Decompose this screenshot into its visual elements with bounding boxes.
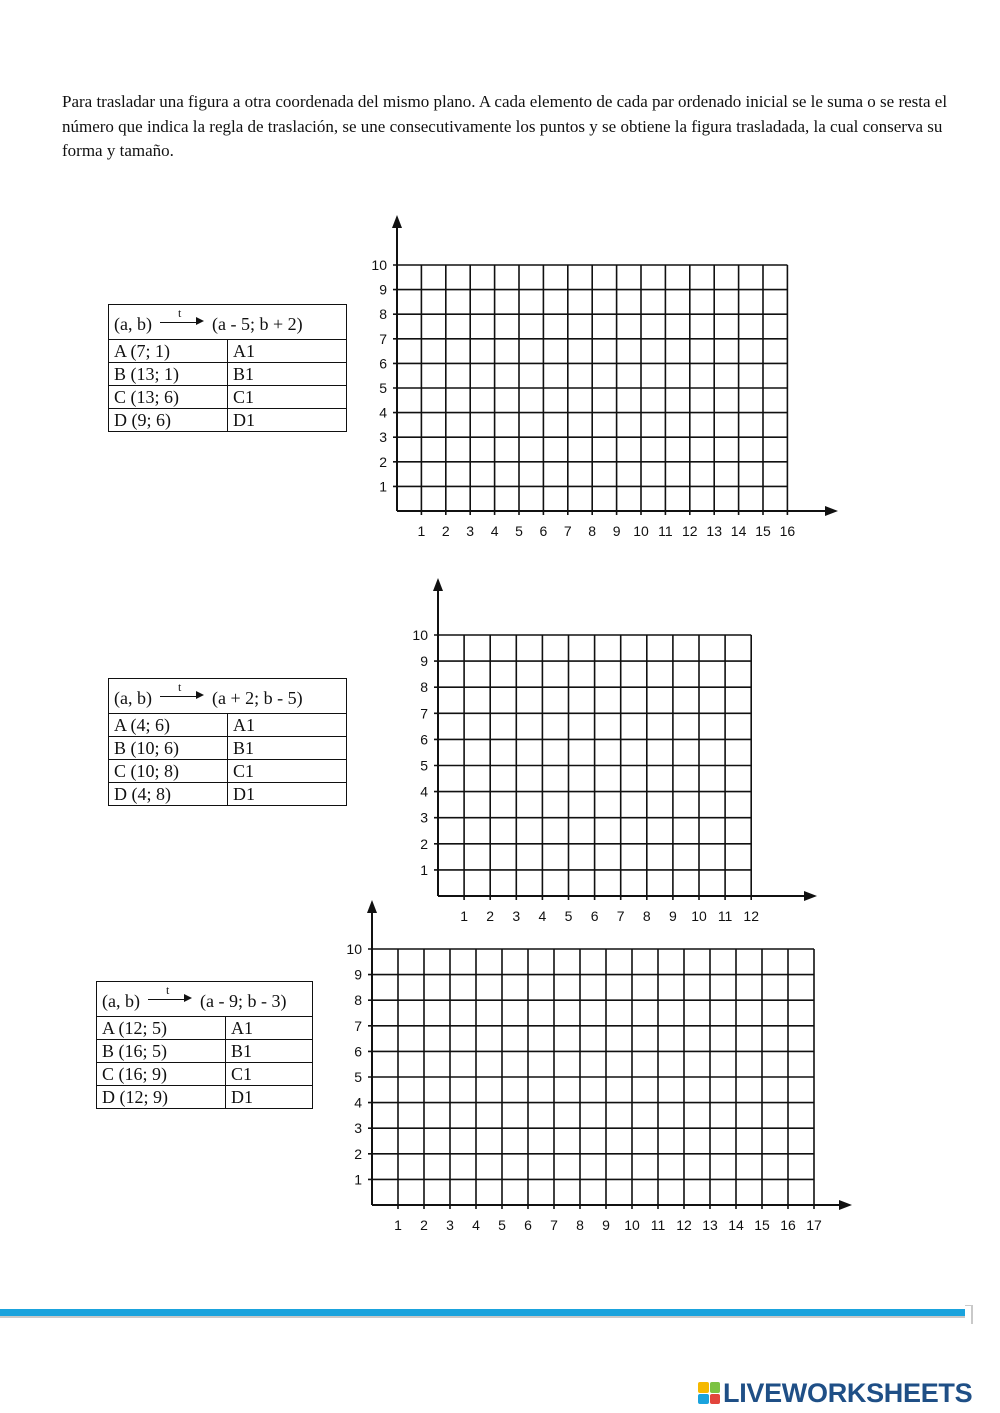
y-tick-label: 7 <box>420 705 428 722</box>
y-tick-label: 8 <box>354 992 362 1009</box>
original-point: B (10; 6) <box>109 737 228 760</box>
translated-point-input[interactable]: D1 <box>228 783 347 806</box>
y-tick-label: 8 <box>420 679 428 696</box>
intro-paragraph: Para trasladar una figura a otra coordenada del mismo plano. A cada elemento de cada par ordenado inicial se le suma o se resta el número que indica la regla de traslación, se une consecutivamente los puntos y se obtiene la figura trasladada, la cual conserva su forma y tamaño. <box>62 92 948 160</box>
rule-right: (a - 5; b + 2) <box>211 314 303 334</box>
x-tick-label: 10 <box>624 1217 640 1233</box>
x-tick-label: 8 <box>576 1217 584 1233</box>
original-point: D (12; 9) <box>97 1086 226 1109</box>
y-tick-label: 6 <box>420 731 428 748</box>
y-tick-label: 3 <box>354 1120 362 1137</box>
y-tick-label: 6 <box>379 355 387 372</box>
x-tick-label: 1 <box>460 908 468 924</box>
x-tick-label: 11 <box>658 523 673 539</box>
original-point: C (13; 6) <box>109 386 228 409</box>
x-tick-label: 9 <box>669 908 677 924</box>
y-tick-label: 1 <box>354 1171 362 1188</box>
x-tick-label: 4 <box>472 1217 480 1233</box>
x-tick-label: 15 <box>754 1217 770 1233</box>
x-tick-label: 10 <box>633 523 649 539</box>
liveworksheets-logo-icon <box>698 1382 720 1404</box>
x-tick-label: 1 <box>394 1217 402 1233</box>
original-point: B (16; 5) <box>97 1040 226 1063</box>
x-tick-label: 3 <box>446 1217 454 1233</box>
x-tick-label: 2 <box>486 908 495 924</box>
arrow-label: t <box>165 982 170 997</box>
x-tick-label: 3 <box>512 908 521 924</box>
x-tick-label: 2 <box>420 1217 428 1233</box>
y-axis-arrow-icon <box>367 900 377 913</box>
y-tick-label: 8 <box>379 306 387 323</box>
rule-right: (a - 9; b - 3) <box>199 991 287 1011</box>
translated-point-input[interactable]: A1 <box>228 714 347 737</box>
x-tick-label: 9 <box>612 523 621 539</box>
x-tick-label: 13 <box>702 1217 718 1233</box>
translated-point-input[interactable]: B1 <box>226 1040 313 1063</box>
x-tick-label: 3 <box>466 523 475 539</box>
x-tick-label: 5 <box>564 908 573 924</box>
footer-divider <box>0 1309 965 1318</box>
arrow-label: t <box>177 679 182 694</box>
rule-left: (a, b) <box>114 314 152 334</box>
x-tick-label: 4 <box>538 908 547 924</box>
y-tick-label: 5 <box>379 380 387 396</box>
x-tick-label: 11 <box>717 908 733 924</box>
y-tick-label: 5 <box>420 757 428 774</box>
x-tick-label: 16 <box>780 1217 796 1233</box>
x-tick-label: 8 <box>588 523 597 539</box>
translated-point-input[interactable]: B1 <box>228 737 347 760</box>
x-tick-label: 16 <box>779 523 796 539</box>
y-tick-label: 9 <box>354 966 362 983</box>
original-point: A (7; 1) <box>109 340 228 363</box>
y-tick-label: 9 <box>379 281 387 298</box>
translated-point-input[interactable]: C1 <box>226 1063 313 1086</box>
x-tick-label: 12 <box>682 523 698 539</box>
footer-divider-end <box>965 1305 973 1324</box>
x-tick-label: 11 <box>650 1217 666 1233</box>
y-tick-label: 10 <box>371 257 387 273</box>
y-tick-label: 1 <box>420 861 428 878</box>
x-tick-label: 2 <box>441 523 450 539</box>
x-tick-label: 7 <box>550 1217 558 1233</box>
original-point: C (16; 9) <box>97 1063 226 1086</box>
y-tick-label: 3 <box>379 429 387 446</box>
translated-point-input[interactable]: D1 <box>226 1086 313 1109</box>
x-tick-label: 15 <box>755 523 771 539</box>
x-tick-label: 5 <box>515 523 523 539</box>
translated-point-input[interactable]: B1 <box>228 363 347 386</box>
y-tick-label: 4 <box>354 1094 362 1111</box>
rule-left: (a, b) <box>102 991 140 1011</box>
translated-point-input[interactable]: D1 <box>228 409 347 432</box>
y-tick-label: 4 <box>420 783 428 800</box>
y-tick-label: 5 <box>354 1069 362 1085</box>
brand-logo <box>698 1378 972 1408</box>
x-tick-label: 6 <box>524 1217 532 1233</box>
translated-point-input[interactable]: C1 <box>228 760 347 783</box>
x-tick-label: 8 <box>642 908 651 924</box>
x-tick-label: 6 <box>539 523 548 539</box>
x-tick-label: 10 <box>691 908 707 924</box>
y-tick-label: 9 <box>420 653 428 670</box>
rule-right: (a + 2; b - 5) <box>211 688 303 708</box>
y-tick-label: 3 <box>420 809 428 826</box>
x-axis-arrow-icon <box>839 1200 852 1210</box>
x-tick-label: 7 <box>616 908 625 924</box>
y-tick-label: 7 <box>354 1017 362 1034</box>
y-tick-label: 2 <box>379 453 387 470</box>
x-tick-label: 7 <box>563 523 572 539</box>
y-tick-label: 6 <box>354 1043 362 1060</box>
y-tick-label: 4 <box>379 404 387 421</box>
x-tick-label: 13 <box>706 523 722 539</box>
translated-point-input[interactable]: C1 <box>228 386 347 409</box>
original-point: D (9; 6) <box>109 409 228 432</box>
y-tick-label: 7 <box>379 330 387 347</box>
x-tick-label: 5 <box>498 1217 506 1233</box>
original-point: B (13; 1) <box>109 363 228 386</box>
original-point: D (4; 8) <box>109 783 228 806</box>
y-tick-label: 2 <box>420 835 428 852</box>
rule-left: (a, b) <box>114 688 152 708</box>
x-tick-label: 12 <box>676 1217 692 1233</box>
y-tick-label: 10 <box>412 627 428 643</box>
original-point: C (10; 8) <box>109 760 228 783</box>
y-tick-label: 2 <box>354 1145 362 1162</box>
x-tick-label: 14 <box>730 523 747 539</box>
x-tick-label: 17 <box>806 1217 822 1233</box>
x-tick-label: 14 <box>728 1217 744 1233</box>
x-tick-label: 12 <box>743 908 759 924</box>
arrow-label: t <box>177 305 182 320</box>
y-tick-label: 1 <box>379 478 387 495</box>
translated-point-input[interactable]: A1 <box>226 1017 313 1040</box>
x-tick-label: 6 <box>590 908 599 924</box>
original-point: A (12; 5) <box>97 1017 226 1040</box>
original-point: A (4; 6) <box>109 714 228 737</box>
x-tick-label: 1 <box>417 523 426 539</box>
y-tick-label: 10 <box>346 941 362 957</box>
x-tick-label: 4 <box>490 523 499 539</box>
translated-point-input[interactable]: A1 <box>228 340 347 363</box>
brand-name: LIVEWORKSHEETS <box>723 1377 973 1408</box>
x-tick-label: 9 <box>602 1217 610 1233</box>
